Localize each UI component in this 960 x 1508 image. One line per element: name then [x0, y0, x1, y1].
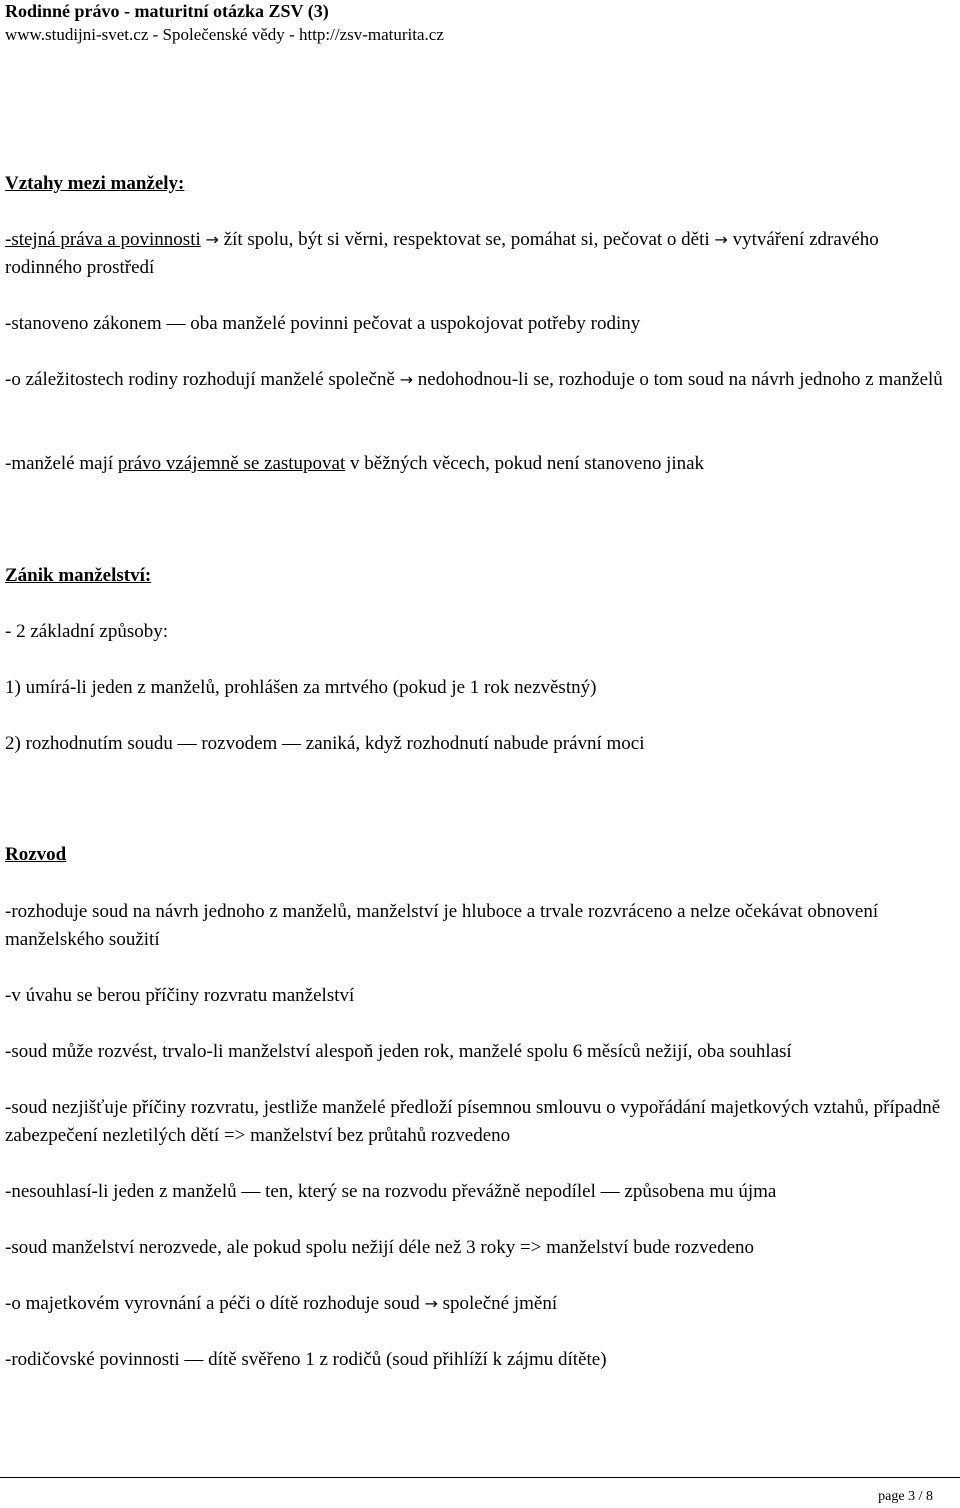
- footer-divider: [0, 1477, 960, 1478]
- document-source-line: www.studijni-svet.cz - Společenské vědy - http://zsv-maturita.cz: [5, 25, 444, 44]
- paragraph-rozvod-5: -nesouhlasí-li jeden z manželů — ten, který se na rozvodu převážně nepodílel — způsobena mu újma: [5, 1181, 777, 1202]
- document-title: Rodinné právo - maturitní otázka ZSV (3): [5, 1, 329, 21]
- paragraph-rozvod-4: -soud nezjišťuje příčiny rozvratu, jestliže manželé předloží písemnou smlouvu o vypořádání majetkových vztahů, případně zabezpečení nezletilých dětí => manželství bez průtahů rozvedeno: [5, 1097, 941, 1146]
- arrow-right-icon: →: [399, 370, 414, 389]
- arrow-right-icon: →: [714, 230, 728, 249]
- paragraph-rozvod-6: -soud manželství nerozvede, ale pokud spolu nežijí déle než 3 roky => manželství bude rozvedeno: [5, 1237, 754, 1258]
- underlined-phrase: -stejná práva a povinnosti: [5, 229, 201, 250]
- paragraph-vztahy-2: -stanoveno zákonem — oba manželé povinni pečovat a uspokojovat potřeby rodiny: [5, 313, 641, 334]
- document-header: [5, 0, 444, 46]
- paragraph-zanik-2: 1) umírá-li jeden z manželů, prohlášen za mrtvého (pokud je 1 rok nezvěstný): [5, 677, 597, 698]
- paragraph-vztahy-1: -stejná práva a povinnosti → žít spolu, být si věrni, respektovat se, pomáhat si, pečovat o děti → vytváření zdravého rodinného prostředí: [5, 226, 955, 282]
- arrow-right-icon: →: [424, 1294, 438, 1313]
- paragraph-rozvod-7: -o majetkovém vyrovnání a péči o dítě rozhoduje soud → společné jmění: [5, 1290, 955, 1318]
- paragraph-rozvod-8: -rodičovské povinnosti — dítě svěřeno 1 z rodičů (soud přihlíží k zájmu dítěte): [5, 1349, 607, 1370]
- paragraph-rozvod-2: -v úvahu se berou příčiny rozvratu manželství: [5, 985, 355, 1006]
- heading-vztahy: Vztahy mezi manžely:: [5, 173, 185, 194]
- underlined-phrase: právo vzájemně se zastupovat: [117, 453, 346, 474]
- paragraph-zanik-3: 2) rozhodnutím soudu — rozvodem — zaniká, když rozhodnutí nabude právní moci: [5, 733, 645, 754]
- page-number: page 3 / 8: [878, 1489, 933, 1504]
- arrow-right-icon: →: [205, 230, 219, 249]
- paragraph-zanik-1: - 2 základní způsoby:: [5, 621, 169, 642]
- paragraph-vztahy-3: -o záležitostech rodiny rozhodují manželé společně → nedohodnou-li se, rozhoduje o tom soud na návrh jednoho z manželů: [5, 366, 955, 394]
- heading-zanik: Zánik manželství:: [5, 565, 152, 586]
- heading-rozvod: Rozvod: [5, 844, 67, 865]
- paragraph-rozvod-1: -rozhoduje soud na návrh jednoho z manželů, manželství je hluboce a trvale rozvráceno a nelze očekávat obnovení manželského soužití: [5, 901, 879, 950]
- paragraph-vztahy-4: -manželé mají právo vzájemně se zastupovat v běžných věcech, pokud není stanoveno jinak: [5, 453, 705, 474]
- paragraph-rozvod-3: -soud může rozvést, trvalo-li manželství alespoň jeden rok, manželé spolu 6 měsíců nežijí, oba souhlasí: [5, 1041, 792, 1062]
